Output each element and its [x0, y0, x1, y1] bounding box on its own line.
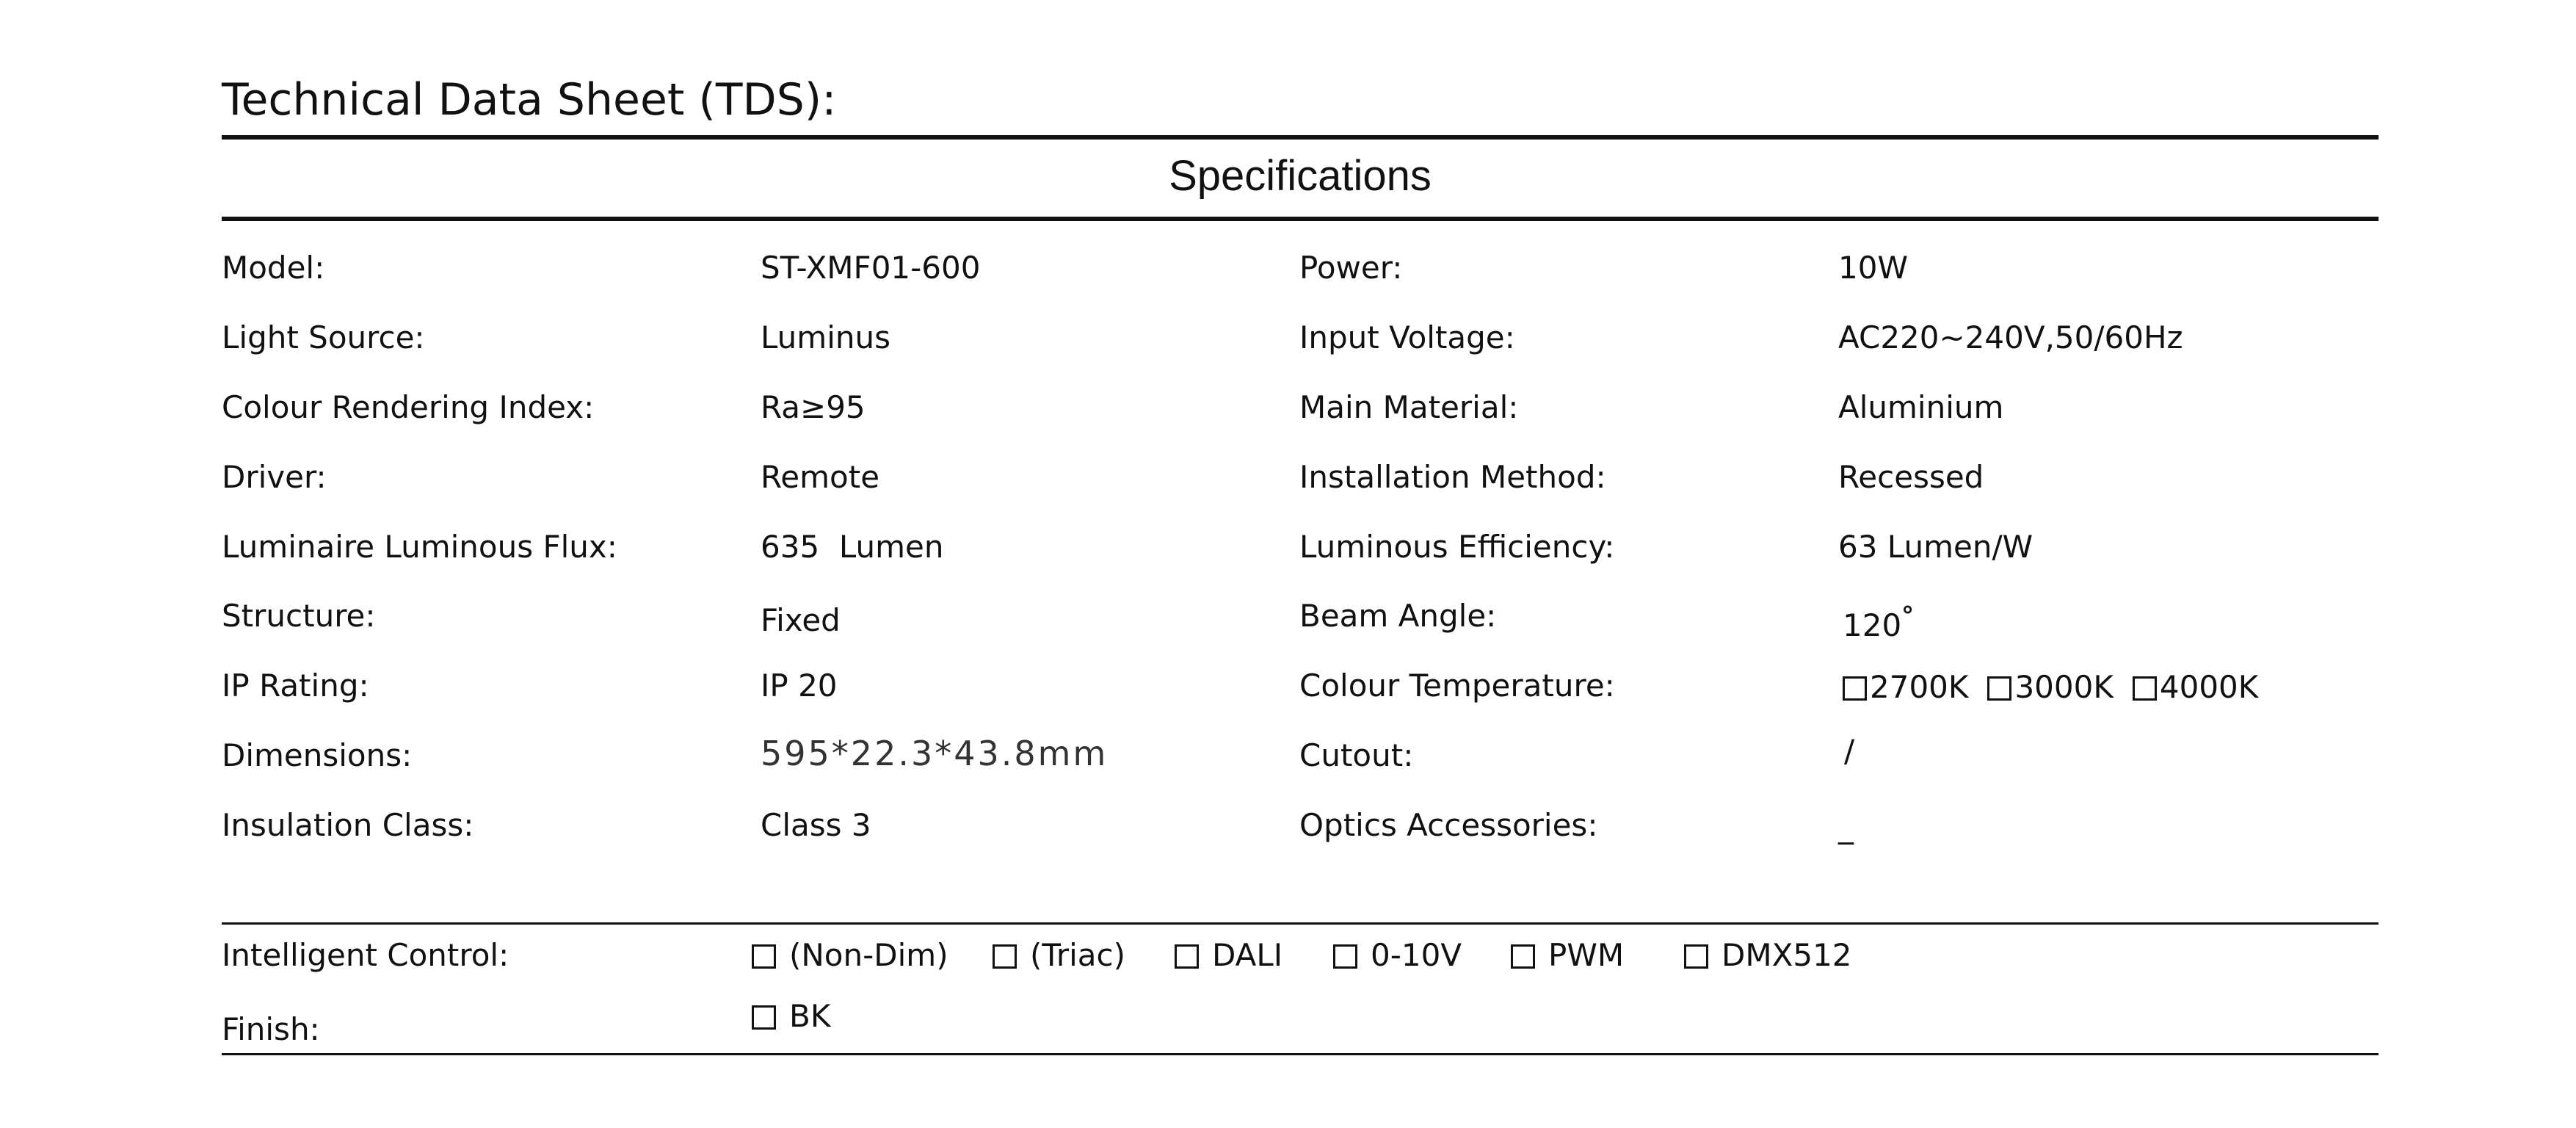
- checkbox-icon[interactable]: [2133, 676, 2157, 701]
- checkbox-icon[interactable]: [1511, 944, 1535, 969]
- spec-value-dimensions: 595*22.3*43.8mm: [761, 734, 1109, 773]
- spec-label-power: Power:: [1299, 250, 1403, 286]
- spec-label-structure: Structure:: [222, 598, 376, 634]
- spec-value-cri: Ra≥95: [761, 389, 866, 425]
- spec-label-cutout: Cutout:: [1299, 737, 1414, 773]
- spec-label-optics-accessories: Optics Accessories:: [1299, 807, 1598, 843]
- control-option-dali[interactable]: DALI: [1175, 935, 1282, 976]
- spec-value-luminous-flux: 635 Lumen: [761, 529, 944, 565]
- checkbox-icon[interactable]: [1684, 944, 1708, 969]
- degree-symbol: °: [1901, 601, 1915, 631]
- spec-value-light-source: Luminus: [761, 319, 890, 355]
- controls-top-rule: [222, 922, 2379, 925]
- control-option-non-dim[interactable]: (Non-Dim): [752, 935, 948, 976]
- intelligent-control-label: Intelligent Control:: [222, 937, 509, 973]
- spec-label-ip-rating: IP Rating:: [222, 668, 369, 704]
- spec-value-insulation-class: Class 3: [761, 807, 871, 843]
- spec-value-cutout: /: [1844, 733, 1855, 769]
- spec-label-light-source: Light Source:: [222, 319, 425, 355]
- spec-label-cri: Colour Rendering Index:: [222, 389, 595, 425]
- spec-label-luminous-efficiency: Luminous Efficiency:: [1299, 529, 1615, 565]
- checkbox-icon[interactable]: [1987, 676, 2011, 701]
- spec-label-colour-temperature: Colour Temperature:: [1299, 668, 1615, 704]
- spec-value-optics-accessories: _: [1838, 809, 1854, 845]
- spec-label-insulation-class: Insulation Class:: [222, 807, 474, 843]
- beam-angle-number: 120: [1843, 607, 1902, 643]
- spec-value-luminous-efficiency: 63 Lumen/W: [1838, 529, 2033, 565]
- colour-temp-option-3000k[interactable]: 3000K: [1987, 667, 2113, 708]
- colour-temp-option-4000k[interactable]: 4000K: [2133, 667, 2258, 708]
- spec-label-beam-angle: Beam Angle:: [1299, 598, 1497, 634]
- spec-value-ip-rating: IP 20: [761, 668, 838, 704]
- checkbox-icon[interactable]: [993, 944, 1017, 969]
- specifications-heading: Specifications: [1169, 152, 1432, 200]
- spec-label-driver: Driver:: [222, 459, 327, 495]
- spec-value-structure: Fixed: [761, 602, 841, 638]
- spec-value-power: 10W: [1838, 250, 1908, 286]
- control-option-dmx512[interactable]: DMX512: [1684, 935, 1852, 976]
- finish-option-bk[interactable]: BK: [752, 996, 830, 1037]
- page-title: Technical Data Sheet (TDS):: [222, 74, 837, 126]
- control-option-0-10v[interactable]: 0-10V: [1333, 935, 1462, 976]
- spec-label-installation-method: Installation Method:: [1299, 459, 1606, 495]
- spec-value-installation-method: Recessed: [1838, 459, 1984, 495]
- control-option-pwm[interactable]: PWM: [1511, 935, 1624, 976]
- finish-label: Finish:: [222, 1011, 320, 1047]
- controls-bottom-rule: [222, 1053, 2379, 1055]
- colour-temp-option-2700k[interactable]: 2700K: [1843, 667, 1968, 708]
- checkbox-icon[interactable]: [752, 1005, 776, 1030]
- spec-label-main-material: Main Material:: [1299, 389, 1519, 425]
- spec-label-luminous-flux: Luminaire Luminous Flux:: [222, 529, 617, 565]
- title-rule: [222, 135, 2379, 140]
- spec-value-driver: Remote: [761, 459, 880, 495]
- spec-value-beam-angle: [1843, 596, 1914, 646]
- checkbox-icon[interactable]: [752, 944, 776, 969]
- spec-label-input-voltage: Input Voltage:: [1299, 319, 1515, 355]
- spec-value-main-material: Aluminium: [1838, 389, 2004, 425]
- colour-temperature-options: [1843, 667, 2277, 708]
- heading-rule: [222, 217, 2379, 221]
- spec-value-model: ST-XMF01-600: [761, 250, 981, 286]
- control-option-triac[interactable]: (Triac): [993, 935, 1125, 976]
- checkbox-icon[interactable]: [1175, 944, 1199, 969]
- checkbox-icon[interactable]: [1843, 676, 1867, 701]
- spec-value-input-voltage: AC220~240V,50/60Hz: [1838, 319, 2183, 355]
- checkbox-icon[interactable]: [1333, 944, 1357, 969]
- spec-label-dimensions: Dimensions:: [222, 737, 413, 773]
- spec-label-model: Model:: [222, 250, 325, 286]
